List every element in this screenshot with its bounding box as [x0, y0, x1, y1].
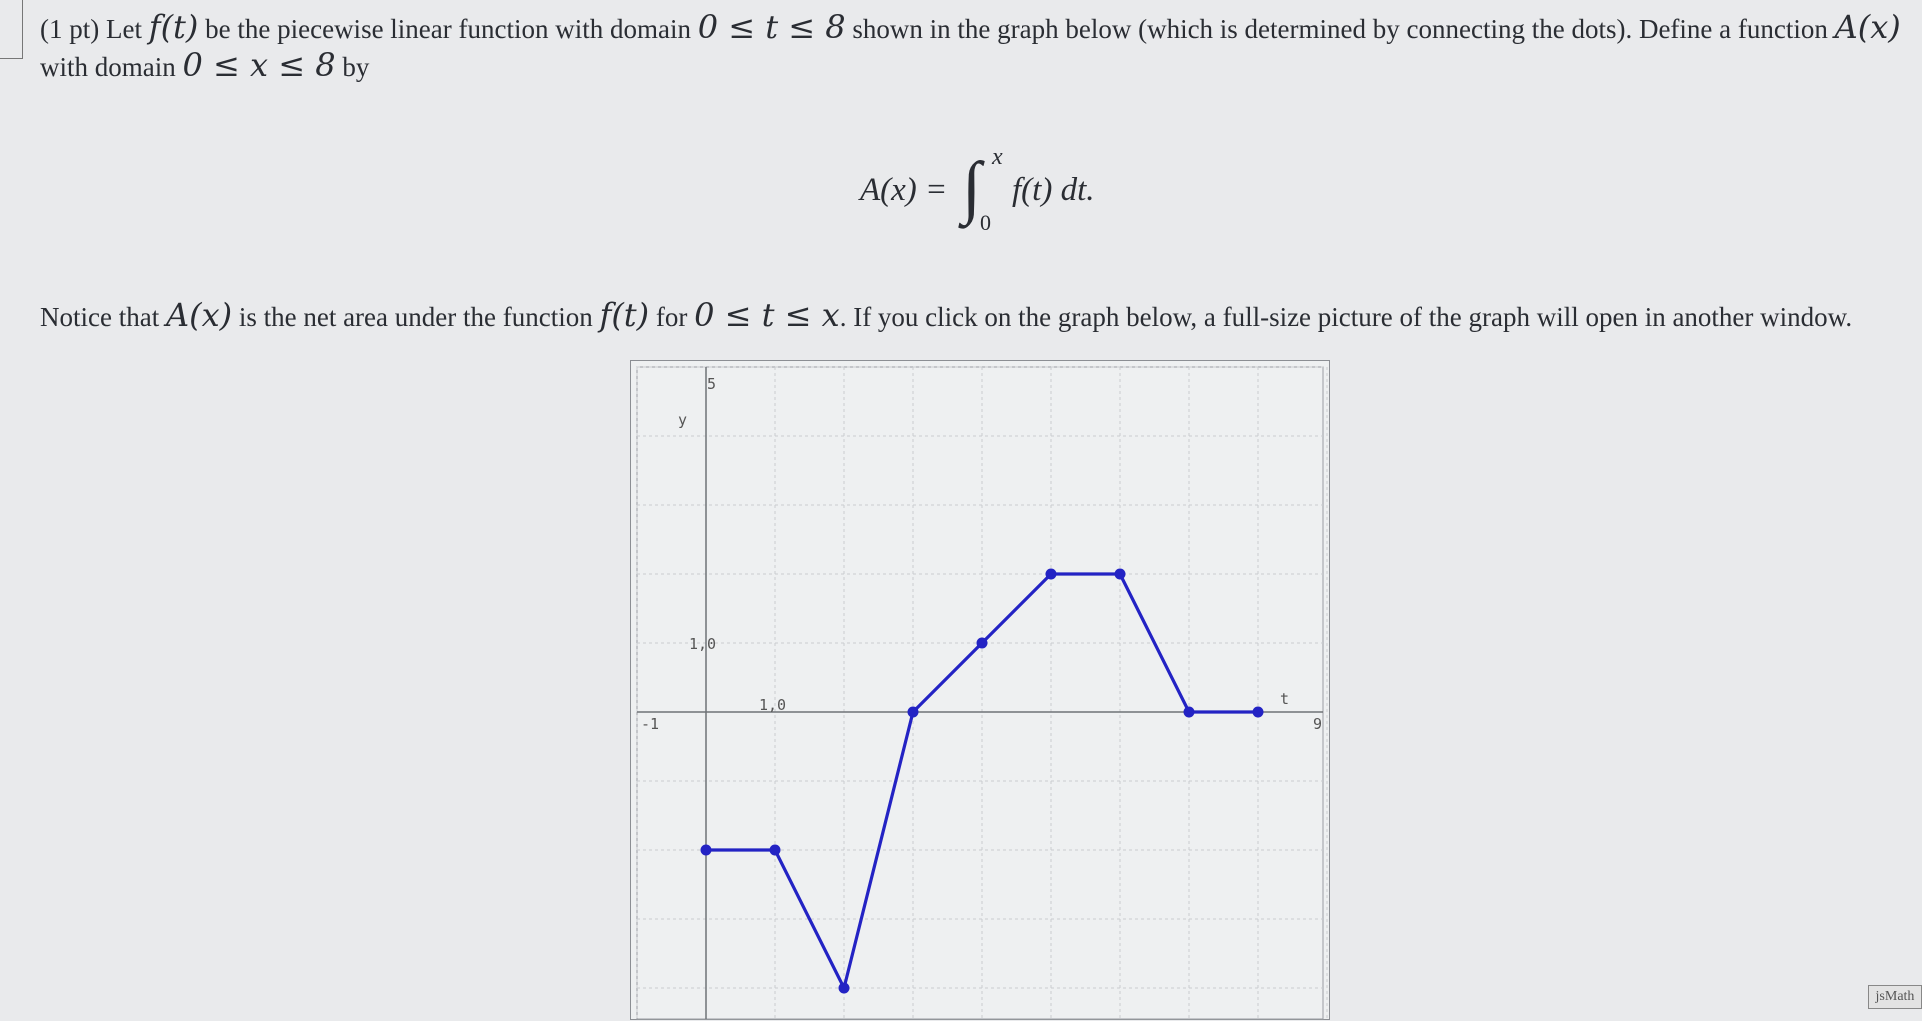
math-f-t-2: f(t): [599, 296, 650, 334]
text-notice: Notice that: [40, 302, 160, 332]
jsmath-button[interactable]: jsMath: [1868, 985, 1922, 1009]
problem-line-2: [40, 46, 369, 84]
data-point: [1184, 707, 1195, 718]
graph-link[interactable]: [630, 360, 1330, 1020]
data-point: [1115, 569, 1126, 580]
notice-line: [40, 296, 1852, 334]
text-domain-intro: be the piecewise linear function with domain: [205, 14, 691, 44]
text-click-info: . If you click on the graph below, a full-size picture of the graph will open in another window.: [839, 302, 1853, 332]
math-f-t: f(t): [148, 8, 199, 46]
text-define: shown in the graph below (which is determined by connecting the dots). Define a function: [852, 14, 1828, 44]
data-point: [1253, 707, 1264, 718]
math-A-x-2: A(x): [165, 296, 233, 334]
integral-upper-limit: x: [992, 144, 1003, 170]
integral-formula: [860, 144, 1140, 240]
math-A-x: A(x): [1834, 8, 1901, 46]
tick-label-ymax: 5: [707, 375, 717, 393]
data-point: [839, 983, 850, 994]
plot-area: [637, 367, 1323, 1019]
tick-label-y-unit: 1,0: [689, 635, 717, 653]
data-point: [770, 845, 781, 856]
data-point: [977, 638, 988, 649]
text-by: by: [342, 52, 370, 82]
text-for: for: [655, 302, 688, 332]
problem-line-1: [40, 8, 1901, 46]
integral-lower-limit: 0: [980, 210, 991, 235]
tick-label-x-unit: 1,0: [759, 696, 787, 714]
text-with-domain: with domain: [40, 52, 176, 82]
problem-marker: [0, 0, 23, 59]
tick-label-xmax: 9: [1313, 715, 1323, 733]
integral-sign: ∫: [962, 149, 982, 226]
function-graph: [631, 361, 1331, 1021]
y-axis-label: y: [678, 411, 688, 429]
math-domain-x: 0 ≤ x ≤ 8: [182, 46, 336, 84]
data-point: [1046, 569, 1057, 580]
tick-label-xmin: -1: [641, 715, 660, 733]
text-let: (1 pt) Let: [40, 14, 142, 44]
math-range: 0 ≤ t ≤ x: [694, 296, 840, 334]
formula-rhs: f(t) dt.: [1012, 172, 1095, 208]
formula-lhs: A(x) =: [860, 172, 948, 208]
text-net-area: is the net area under the function: [238, 302, 593, 332]
data-point: [701, 845, 712, 856]
data-point: [908, 707, 919, 718]
x-axis-label: t: [1280, 690, 1290, 708]
math-domain-t: 0 ≤ t ≤ 8: [697, 8, 846, 46]
